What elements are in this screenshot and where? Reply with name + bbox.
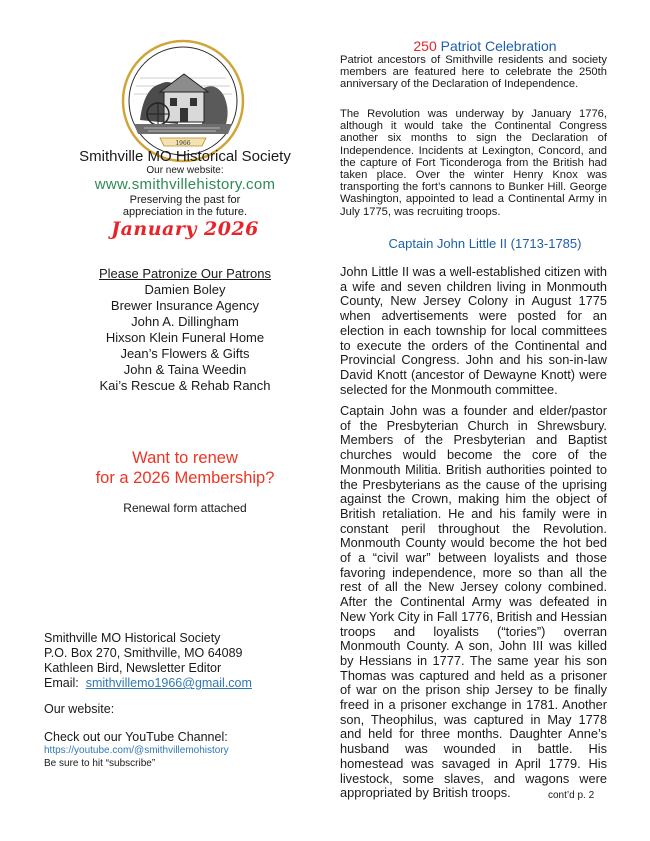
celebration-title — [340, 38, 630, 54]
patron-item: Brewer Insurance Agency — [110, 298, 260, 313]
contact-email-row — [44, 676, 344, 691]
issue-date: January 2026 — [111, 218, 259, 240]
patron-item: Hixson Klein Funeral Home — [105, 330, 265, 345]
patron-item: Damien Boley — [144, 282, 226, 297]
renew-line-1: Want to renew — [132, 449, 238, 467]
celebration-number: 250 — [413, 38, 437, 54]
contact-address: P.O. Box 270, Smithville, MO 64089 — [44, 646, 243, 660]
contact-editor: Kathleen Bird, Newsletter Editor — [44, 661, 222, 675]
article-title: Captain John Little II (1713-1785) — [388, 236, 582, 251]
article-paragraph-2: Captain John was a founder and elder/pastor of the Presbyterian Church in Shrewsbury. Members of the Presbyterian and Baptist churches would become the core of the Monmouth Militia. British authorities pointed to the Presbyterians as the cause of the uprising against the Crown, making him the object of British retaliation. He and his family were in constant peril throughout the Revolution. Monmouth County would become the hot bed of a “civil war” between loyalists and those favoring independence, more so than all the rest of all the New Jersey colony combined. After the Continental Army was defeated in New York City in Fall 1776, British and Hessian troops and loyalists (“tories”) overran Monmouth County. A son, John III was killed by Hessians in 1777. The same year his son Thomas was captured and held as a prisoner of war on the prison ship Jersey to be finally freed in a prisoner exchange in 1781. Another son, Theophilus, was captured in May 1778 and held for three months. Daughter Anne’s husband was wounded in battle. His homestead was savaged in April 1779. His livestock, some slaves, and wagons were appropriated by British troops. — [340, 403, 607, 801]
tagline-line-2: appreciation in the future. — [122, 206, 248, 218]
renew-line-2: for a 2026 Membership? — [95, 469, 275, 487]
society-logo — [120, 38, 246, 164]
patrons-heading: Please Patronize Our Patrons — [99, 266, 271, 281]
website-label: Our website: — [44, 702, 115, 716]
patron-item: John A. Dillingham — [131, 314, 239, 329]
patrons-list — [40, 282, 330, 394]
subscribe-note: Be sure to hit “subscribe” — [44, 758, 156, 769]
patron-item: John & Taina Weedin — [123, 362, 247, 377]
renewal-form-note: Renewal form attached — [123, 501, 247, 515]
celebration-title-text: Patriot Celebration — [440, 38, 557, 54]
logo-year: 1966 — [175, 140, 191, 147]
tagline-line-1: Preserving the past for — [129, 194, 241, 206]
revolution-paragraph: The Revolution was underway by January 1776, although it would take the Continental Congress another six months to sign the Declaration of Independence. Incidents at Lexington, Concord, and the capture of Fort Ticonderoga from the British had taken place. Over the winter Henry Knox was transporting the fort’s cannons to Bunker Hill. George Washington, appointed to lead a Continental Army in July 1775, was recruiting troops. — [340, 108, 607, 218]
intro-paragraph: Patriot ancestors of Smithville residents and society members are featured here to celebrate the 250th anniversary of the Declaration of Independence. — [340, 54, 607, 91]
patron-item: Jean’s Flowers & Gifts — [120, 346, 250, 361]
email-link[interactable]: smithvillemo1966@gmail.com — [85, 676, 252, 690]
contact-block — [44, 631, 344, 691]
article-paragraph-1: John Little II was a well-established citizen with a wife and seven children living in Monmouth County, New Jersey Colony in August 1775 when advertisements were posted for an election in each township for local committees to execute the orders of the Continental and Provincial Congress. John and his son-in-law David Knott (ancestor of Dewayne Knott) were selected for the Monmouth committee. — [340, 264, 607, 397]
email-label: Email: — [44, 676, 79, 690]
website-url[interactable]: www.smithvillehistory.com — [94, 176, 276, 193]
youtube-link[interactable]: https://youtube.com/@smithvillemohistory — [44, 745, 229, 756]
continued-note: cont’d p. 2 — [548, 790, 595, 801]
contact-name: Smithville MO Historical Society — [44, 631, 221, 645]
website-note: Our new website: — [146, 165, 224, 176]
youtube-label: Check out our YouTube Channel: — [44, 730, 228, 744]
society-name: Smithville MO Historical Society — [79, 148, 291, 165]
tagline — [40, 194, 330, 218]
renew-membership-callout — [40, 448, 330, 488]
patron-item: Kai’s Rescue & Rehab Ranch — [99, 378, 271, 393]
